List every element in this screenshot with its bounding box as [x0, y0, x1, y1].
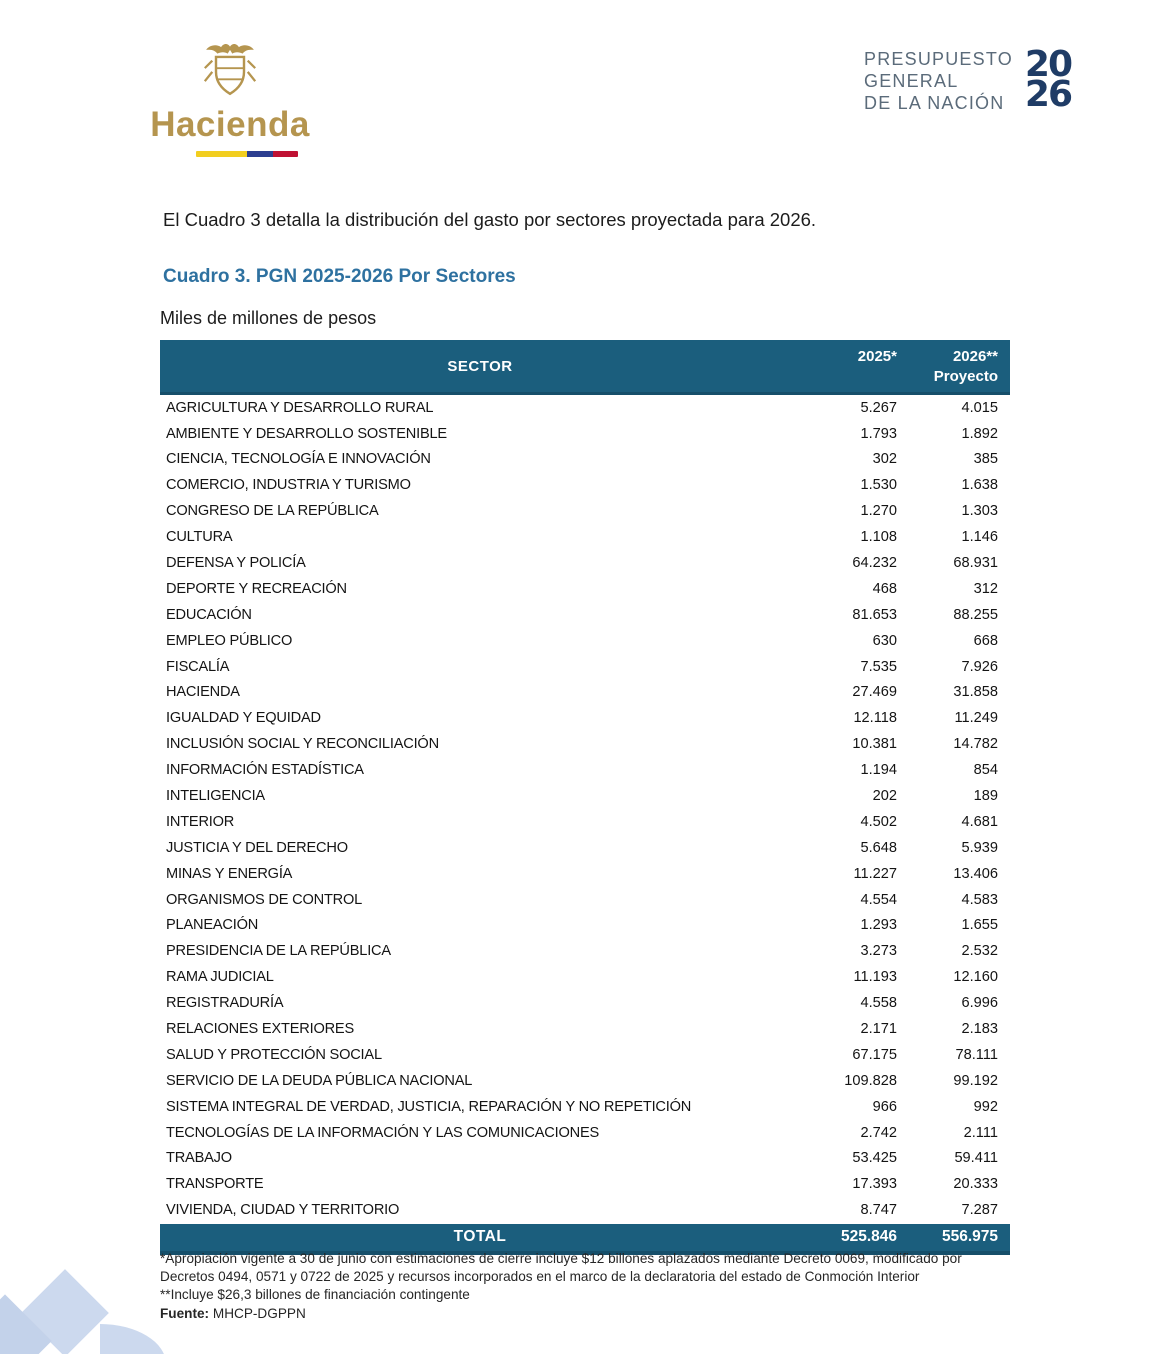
flag-yellow-stripe: [196, 151, 247, 157]
value-2026-cell: 99.192: [953, 1072, 998, 1089]
value-2026-cell: 4.681: [961, 813, 998, 830]
sector-cell: TRANSPORTE: [166, 1176, 264, 1193]
sector-cell: ORGANISMOS DE CONTROL: [166, 891, 363, 908]
value-2025-cell: 11.193: [853, 969, 897, 986]
pgn-logo-line2: GENERAL: [864, 71, 959, 92]
sector-cell: PLANEACIÓN: [166, 917, 259, 934]
table-header-row: [160, 340, 1010, 394]
value-2025-cell: 3.273: [860, 943, 897, 960]
value-2026-cell: 1.146: [961, 529, 998, 546]
sector-cell: VIVIENDA, CIUDAD Y TERRITORIO: [166, 1202, 400, 1219]
table-row: [160, 1146, 1010, 1172]
value-2025-cell: 202: [872, 788, 897, 804]
sector-cell: SALUD Y PROTECCIÓN SOCIAL: [166, 1046, 382, 1063]
pgn-logo-text: [864, 48, 1013, 114]
sector-cell: IGUALDAD Y EQUIDAD: [166, 710, 321, 727]
sector-cell: CONGRESO DE LA REPÚBLICA: [166, 503, 379, 520]
value-2025-cell: 53.425: [852, 1150, 897, 1167]
value-2026-cell: 312: [973, 580, 998, 597]
sector-cell: SERVICIO DE LA DEUDA PÚBLICA NACIONAL: [166, 1072, 473, 1089]
value-2026-cell: 78.111: [955, 1046, 998, 1063]
table-row: [160, 550, 1010, 576]
value-2026-cell: 31.858: [953, 684, 998, 701]
value-2026-cell: 5.939: [961, 839, 998, 856]
table-row: [160, 732, 1010, 758]
units-label: Miles de millones de pesos: [160, 308, 377, 328]
value-2026-cell: 1.638: [961, 477, 998, 494]
table-row: [160, 913, 1010, 939]
table-row: [160, 1120, 1010, 1146]
budget-table: [160, 340, 1010, 1255]
value-2025-cell: 2.171: [860, 1021, 897, 1038]
colombia-coat-of-arms-icon: [202, 40, 258, 105]
intro-paragraph: El Cuadro 3 detalla la distribución del gasto por sectores proyectada para 2026.: [163, 208, 817, 230]
value-2025-cell: 1.793: [860, 425, 897, 442]
table-row: [160, 706, 1010, 732]
sector-cell: INCLUSIÓN SOCIAL Y RECONCILIACIÓN: [166, 736, 439, 753]
hacienda-wordmark: Hacienda: [150, 105, 310, 144]
pgn-logo: [864, 44, 1072, 115]
table-row: [160, 939, 1010, 965]
sector-cell: AMBIENTE Y DESARROLLO SOSTENIBLE: [166, 425, 447, 442]
value-2025-cell: 966: [872, 1098, 897, 1115]
sector-cell: DEFENSA Y POLICÍA: [166, 554, 306, 571]
value-2025-cell: 1.530: [860, 477, 897, 494]
header-2025: 2025*: [800, 340, 907, 394]
value-2026-cell: 189: [973, 788, 998, 804]
sector-cell: SISTEMA INTEGRAL DE VERDAD, JUSTICIA, REPARACIÓN Y NO REPETICIÓN: [166, 1098, 692, 1115]
pgn-year-2026-icon: [1024, 44, 1072, 115]
sector-cell: RAMA JUDICIAL: [166, 969, 274, 986]
value-2026-cell: 2.111: [963, 1124, 998, 1141]
value-2025-cell: 4.558: [860, 995, 897, 1012]
sector-cell: RELACIONES EXTERIORES: [166, 1021, 354, 1038]
sector-cell: EMPLEO PÚBLICO: [166, 632, 293, 649]
value-2026-cell: 385: [973, 451, 998, 468]
value-2025-cell: 81.653: [852, 606, 897, 623]
table-row: [160, 1198, 1010, 1224]
sector-cell: MINAS Y ENERGÍA: [166, 865, 293, 882]
value-2025-cell: 10.381: [852, 736, 897, 753]
header-2026-line2: Proyecto: [933, 368, 998, 386]
sector-cell: COMERCIO, INDUSTRIA Y TURISMO: [166, 477, 411, 494]
sector-cell: TECNOLOGÍAS DE LA INFORMACIÓN Y LAS COMUNICACIONES: [166, 1124, 600, 1141]
sector-cell: DEPORTE Y RECREACIÓN: [166, 580, 347, 597]
sector-cell: TRABAJO: [166, 1150, 232, 1167]
value-2026-cell: 13.406: [953, 865, 998, 882]
hacienda-logo: [150, 40, 310, 157]
value-2026-cell: 4.015: [961, 399, 998, 416]
table-row: [160, 861, 1010, 887]
table-row: [160, 1042, 1010, 1068]
value-2026-cell: 14.782: [953, 736, 998, 753]
pgn-logo-line1: PRESUPUESTO: [864, 49, 1013, 69]
table-row: [160, 524, 1010, 550]
footnotes: [160, 1250, 1012, 1323]
pgn-logo-line3: DE LA NACIÓN: [864, 93, 1005, 114]
table-row: [160, 1068, 1010, 1094]
watermark-petal-icon: [0, 1294, 52, 1354]
table-row: [160, 602, 1010, 628]
table-title: Cuadro 3. PGN 2025-2026 Por Sectores: [163, 265, 516, 287]
total-row: [160, 1224, 1010, 1253]
value-2026-cell: 20.333: [953, 1176, 998, 1193]
value-2025-cell: 2.742: [860, 1124, 897, 1141]
sector-cell: HACIENDA: [166, 684, 240, 701]
sector-cell: FISCALÍA: [166, 658, 230, 675]
header-2026: [907, 340, 1010, 394]
table-row: [160, 965, 1010, 991]
pgn-year-bottom: 26: [1024, 73, 1072, 115]
table-footer: [160, 1224, 1010, 1253]
value-2026-cell: 2.532: [961, 943, 998, 960]
value-2026-cell: 7.287: [961, 1202, 998, 1219]
value-2026-cell: 6.996: [961, 995, 998, 1012]
sector-cell: INTELIGENCIA: [166, 788, 265, 804]
sector-cell: PRESIDENCIA DE LA REPÚBLICA: [166, 943, 391, 960]
source-value: MHCP-DGPPN: [209, 1305, 306, 1321]
table-row: [160, 887, 1010, 913]
value-2026-cell: 1.892: [961, 425, 998, 442]
sector-cell: CIENCIA, TECNOLOGÍA E INNOVACIÓN: [166, 451, 431, 468]
value-2026-cell: 854: [973, 762, 998, 779]
total-label: TOTAL: [160, 1224, 800, 1253]
sector-cell: REGISTRADURÍA: [166, 995, 284, 1012]
value-2025-cell: 1.108: [860, 529, 897, 546]
value-2025-cell: 27.469: [852, 684, 897, 701]
total-2026: 556.975: [907, 1224, 1010, 1253]
sector-cell: INTERIOR: [166, 813, 235, 830]
header-sector: SECTOR: [160, 340, 800, 394]
sector-cell: AGRICULTURA Y DESARROLLO RURAL: [166, 399, 434, 416]
value-2025-cell: 8.747: [860, 1202, 897, 1219]
value-2026-cell: 1.303: [961, 503, 998, 520]
value-2025-cell: 64.232: [852, 554, 897, 571]
value-2026-cell: 668: [973, 632, 998, 649]
value-2026-cell: 11.249: [954, 710, 998, 727]
sector-cell: JUSTICIA Y DEL DERECHO: [166, 839, 348, 856]
value-2025-cell: 5.648: [860, 839, 897, 856]
table-row: [160, 576, 1010, 602]
value-2026-cell: 68.931: [953, 554, 998, 571]
flag-red-stripe: [273, 151, 299, 157]
value-2026-cell: 1.655: [961, 917, 998, 934]
pgn-year-top: 20: [1024, 44, 1072, 85]
value-2025-cell: 1.293: [860, 917, 897, 934]
footnote-2: **Incluye $26,3 billones de financiación contingente: [160, 1287, 470, 1303]
source-line: [160, 1305, 1012, 1323]
value-2025-cell: 5.267: [860, 399, 897, 416]
sector-cell: INFORMACIÓN ESTADÍSTICA: [166, 762, 364, 779]
table-row: [160, 499, 1010, 525]
sector-cell: CULTURA: [166, 529, 233, 546]
table-header: [160, 340, 1010, 394]
table-row: [160, 1016, 1010, 1042]
value-2025-cell: 109.828: [844, 1072, 897, 1089]
header-2026-line1: 2026**: [952, 348, 998, 365]
sector-cell: EDUCACIÓN: [166, 606, 252, 623]
table-row: [160, 421, 1010, 447]
table-row: [160, 809, 1010, 835]
colombia-flag-bar: [196, 151, 298, 157]
table-row: [160, 654, 1010, 680]
table-row: [160, 757, 1010, 783]
table-row: [160, 447, 1010, 473]
value-2026-cell: 992: [973, 1098, 998, 1115]
total-2025: 525.846: [800, 1224, 907, 1253]
table-row: [160, 394, 1010, 421]
value-2025-cell: 630: [872, 632, 897, 649]
footnote-1: *Apropiación vigente a 30 de junio con estimaciones de cierre incluye $12 billones aplazados mediante Decreto 0069, modificado por Decretos 0494, 0571 y 0722 de 2025 y recursos incorporados en el marco de la declaratoria del estado de Conmoción Interior: [160, 1251, 962, 1285]
value-2025-cell: 7.535: [860, 658, 897, 675]
value-2025-cell: 4.554: [860, 891, 897, 908]
value-2025-cell: 4.502: [860, 813, 897, 830]
value-2025-cell: 11.227: [853, 865, 897, 882]
table-row: [160, 628, 1010, 654]
value-2025-cell: 302: [872, 451, 897, 468]
table-row: [160, 1094, 1010, 1120]
source-label: Fuente:: [160, 1305, 210, 1321]
value-2026-cell: 7.926: [961, 658, 998, 675]
value-2025-cell: 12.118: [853, 710, 897, 727]
table-row: [160, 835, 1010, 861]
table-body: [160, 394, 1010, 1224]
table-row: [160, 680, 1010, 706]
value-2026-cell: 12.160: [953, 969, 998, 986]
table-row: [160, 990, 1010, 1016]
value-2025-cell: 1.270: [860, 503, 897, 520]
value-2026-cell: 59.411: [954, 1150, 998, 1167]
value-2025-cell: 468: [872, 580, 897, 597]
value-2026-cell: 2.183: [961, 1021, 998, 1038]
table-row: [160, 783, 1010, 809]
table-row: [160, 473, 1010, 499]
value-2025-cell: 67.175: [852, 1046, 897, 1063]
watermark-petal-icon: [21, 1269, 109, 1354]
value-2025-cell: 1.194: [860, 762, 897, 779]
flag-blue-stripe: [247, 151, 273, 157]
value-2025-cell: 17.393: [852, 1176, 897, 1193]
value-2026-cell: 4.583: [961, 891, 998, 908]
value-2026-cell: 88.255: [953, 606, 998, 623]
table-row: [160, 1172, 1010, 1198]
watermark-petal-icon: [100, 1324, 166, 1354]
